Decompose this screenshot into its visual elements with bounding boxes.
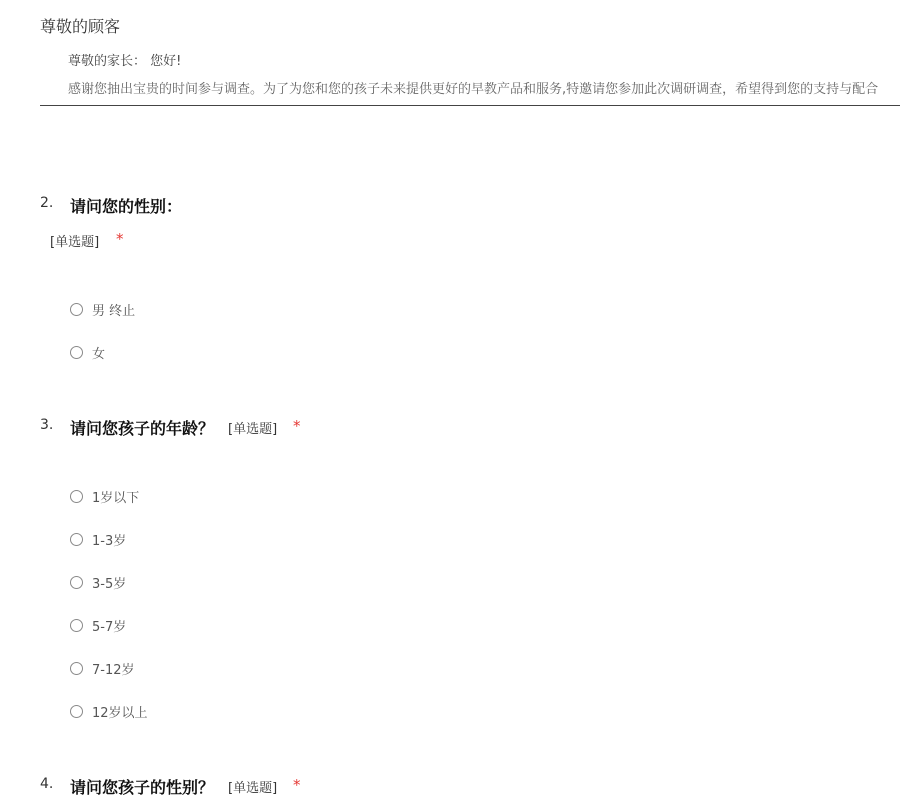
- option-label: 5-7岁: [92, 619, 127, 635]
- required-marker: *: [293, 776, 301, 794]
- radio-unchecked-icon[interactable]: [70, 533, 83, 546]
- radio-option[interactable]: [70, 486, 139, 506]
- question-number: 4.: [40, 776, 54, 792]
- option-label: 1-3岁: [92, 533, 127, 549]
- option-label: 7-12岁: [92, 662, 135, 678]
- radio-option[interactable]: [70, 529, 126, 549]
- question-title: 请问您孩子的年龄？: [70, 419, 215, 438]
- question-type: [单选题]: [50, 235, 100, 250]
- radio-unchecked-icon[interactable]: [70, 576, 83, 589]
- required-marker: *: [293, 417, 301, 435]
- intro-body: 感谢您抽出宝贵的时间参与调查。为了为您和您的孩子未来提供更好的早教产品和服务,特邀请您参加此次调研调查，希望得到您的支持与配合: [68, 82, 879, 97]
- option-label: 12岁以上: [92, 705, 148, 721]
- option-label: 3-5岁: [92, 576, 127, 592]
- radio-unchecked-icon[interactable]: [70, 619, 83, 632]
- required-marker: *: [116, 230, 124, 248]
- radio-unchecked-icon[interactable]: [70, 662, 83, 675]
- radio-option[interactable]: [70, 658, 135, 678]
- radio-option[interactable]: [70, 572, 126, 592]
- radio-option[interactable]: [70, 615, 126, 635]
- radio-option[interactable]: [70, 701, 148, 721]
- question-title: 请问您的性别：: [70, 197, 183, 216]
- radio-unchecked-icon[interactable]: [70, 490, 83, 503]
- question-type: [单选题]: [228, 422, 278, 437]
- option-label: 女: [92, 346, 106, 362]
- radio-unchecked-icon[interactable]: [70, 303, 83, 316]
- radio-unchecked-icon[interactable]: [70, 705, 83, 718]
- question-title: 请问您孩子的性别？: [70, 778, 215, 797]
- survey-intro: [40, 46, 900, 106]
- option-label: 1岁以下: [92, 490, 140, 506]
- radio-option[interactable]: [70, 342, 105, 362]
- page-title: 尊敬的顾客: [40, 17, 121, 36]
- radio-option[interactable]: [70, 299, 135, 319]
- radio-unchecked-icon[interactable]: [70, 346, 83, 359]
- question-type: [单选题]: [228, 781, 278, 796]
- intro-greeting: 尊敬的家长： 您好!: [68, 54, 182, 69]
- option-label: 男 终止: [92, 303, 136, 319]
- question-number: 2.: [40, 195, 54, 211]
- question-number: 3.: [40, 417, 54, 433]
